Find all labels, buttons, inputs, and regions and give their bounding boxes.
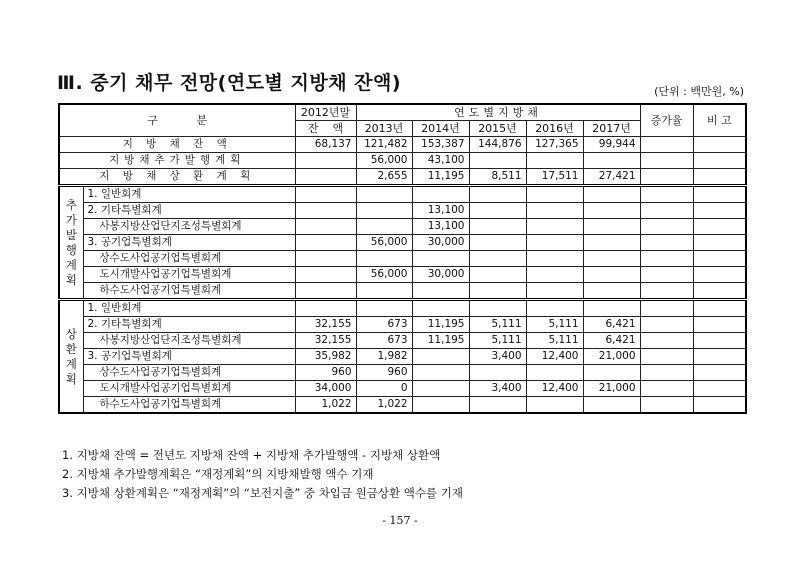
value-cell	[295, 169, 356, 186]
value-cell	[412, 186, 469, 203]
row-label: 도시개발사업공기업특별회계	[83, 267, 295, 283]
row-label: 1. 일반회계	[83, 300, 295, 317]
growth-cell	[640, 169, 693, 186]
value-cell: 127,365	[526, 137, 583, 153]
value-cell: 30,000	[412, 267, 469, 283]
repayment-plan-category	[59, 300, 83, 414]
table-row	[59, 267, 746, 283]
value-cell: 1,982	[356, 349, 412, 365]
value-cell	[469, 186, 526, 203]
value-cell	[356, 203, 412, 219]
growth-cell	[640, 300, 693, 317]
value-cell: 68,137	[295, 137, 356, 153]
value-cell: 5,111	[469, 317, 526, 333]
value-cell	[583, 153, 640, 169]
value-cell	[412, 349, 469, 365]
note-cell	[693, 317, 746, 333]
table-row	[59, 317, 746, 333]
value-cell: 5,111	[526, 317, 583, 333]
value-cell	[412, 283, 469, 300]
value-cell: 3,400	[469, 381, 526, 397]
footnote: 1. 지방채 잔액 = 전년도 지방채 잔액 + 지방채 추가발행액 - 지방채 상환액	[62, 448, 441, 462]
growth-cell	[640, 349, 693, 365]
note-cell	[693, 349, 746, 365]
row-label: 상수도사업공기업특별회계	[83, 251, 295, 267]
value-cell: 0	[356, 381, 412, 397]
growth-cell	[640, 219, 693, 235]
growth-cell	[640, 283, 693, 300]
row-label: 사봉지방산업단지조성특별회계	[83, 333, 295, 349]
value-cell	[583, 219, 640, 235]
note-cell	[693, 219, 746, 235]
value-cell	[469, 219, 526, 235]
value-cell	[469, 300, 526, 317]
value-cell: 153,387	[412, 137, 469, 153]
note-cell	[693, 169, 746, 186]
value-cell: 6,421	[583, 317, 640, 333]
footnote: 3. 지방채 상환계획은 “재정계획”의 “보전지출” 중 차입금 원금상환 액수를 기재	[62, 486, 463, 500]
header-base-bottom: 잔 액	[295, 121, 356, 137]
note-cell	[693, 203, 746, 219]
value-cell: 56,000	[356, 153, 412, 169]
value-cell	[469, 203, 526, 219]
value-cell	[295, 153, 356, 169]
growth-cell	[640, 203, 693, 219]
growth-cell	[640, 397, 693, 414]
table-row	[59, 397, 746, 414]
value-cell	[356, 283, 412, 300]
value-cell	[469, 397, 526, 414]
header-row-1	[59, 104, 746, 121]
row-label: 상수도사업공기업특별회계	[83, 365, 295, 381]
value-cell	[583, 203, 640, 219]
value-cell: 13,100	[412, 203, 469, 219]
summary-row-label: 지 방 채 상 환 계 획	[59, 169, 295, 186]
table-row	[59, 333, 746, 349]
table-row	[59, 219, 746, 235]
value-cell	[412, 300, 469, 317]
summary-row-label: 지방채추가발행계획	[59, 153, 295, 169]
value-cell: 2,655	[356, 169, 412, 186]
footnotes	[62, 446, 463, 503]
growth-cell	[640, 267, 693, 283]
header-year: 2014년	[412, 121, 469, 137]
note-cell	[693, 251, 746, 267]
value-cell	[295, 186, 356, 203]
note-cell	[693, 137, 746, 153]
header-growth: 증가율	[640, 104, 693, 137]
value-cell: 27,421	[583, 169, 640, 186]
value-cell	[295, 267, 356, 283]
table-row	[59, 283, 746, 300]
value-cell	[295, 251, 356, 267]
value-cell	[583, 186, 640, 203]
value-cell: 32,155	[295, 333, 356, 349]
value-cell	[412, 365, 469, 381]
debt-table	[58, 103, 747, 414]
value-cell: 21,000	[583, 381, 640, 397]
header-year: 2016년	[526, 121, 583, 137]
value-cell	[469, 283, 526, 300]
value-cell: 99,944	[583, 137, 640, 153]
header-year: 2013년	[356, 121, 412, 137]
note-cell	[693, 153, 746, 169]
issuance-plan-category	[59, 186, 83, 300]
note-cell	[693, 365, 746, 381]
value-cell: 673	[356, 333, 412, 349]
value-cell	[412, 251, 469, 267]
value-cell	[526, 300, 583, 317]
value-cell: 43,100	[412, 153, 469, 169]
value-cell: 11,195	[412, 169, 469, 186]
value-cell	[526, 235, 583, 251]
value-cell: 8,511	[469, 169, 526, 186]
value-cell	[526, 251, 583, 267]
row-label: 3. 공기업특별회계	[83, 235, 295, 251]
header-year: 2017년	[583, 121, 640, 137]
value-cell	[295, 300, 356, 317]
table-row	[59, 381, 746, 397]
row-label: 3. 공기업특별회계	[83, 349, 295, 365]
value-cell: 5,111	[526, 333, 583, 349]
value-cell: 21,000	[583, 349, 640, 365]
footnote: 2. 지방채 추가발행계획은 “재정계획”의 지방채발행 액수 기재	[62, 467, 374, 481]
table-row	[59, 349, 746, 365]
value-cell: 56,000	[356, 267, 412, 283]
row-label: 2. 기타특별회계	[83, 203, 295, 219]
value-cell	[295, 283, 356, 300]
header-yearly-group: 연도별지방채	[356, 104, 640, 121]
note-cell	[693, 283, 746, 300]
page-title: Ⅲ. 중기 채무 전망(연도별 지방채 잔액)	[57, 72, 402, 94]
value-cell: 121,482	[356, 137, 412, 153]
value-cell: 960	[356, 365, 412, 381]
row-label: 1. 일반회계	[83, 186, 295, 203]
value-cell	[526, 397, 583, 414]
value-cell: 13,100	[412, 219, 469, 235]
growth-cell	[640, 235, 693, 251]
value-cell: 12,400	[526, 381, 583, 397]
note-cell	[693, 397, 746, 414]
summary-row	[59, 153, 746, 169]
value-cell	[583, 365, 640, 381]
note-cell	[693, 333, 746, 349]
value-cell: 12,400	[526, 349, 583, 365]
category-label: 추가발행계획	[65, 197, 77, 287]
table-row	[59, 251, 746, 267]
row-label: 2. 기타특별회계	[83, 317, 295, 333]
value-cell	[469, 235, 526, 251]
table-row	[59, 235, 746, 251]
value-cell	[295, 235, 356, 251]
value-cell: 144,876	[469, 137, 526, 153]
value-cell	[469, 365, 526, 381]
growth-cell	[640, 365, 693, 381]
unit-label: (단위 : 백만원, %)	[654, 85, 744, 98]
value-cell: 17,511	[526, 169, 583, 186]
table-row	[59, 203, 746, 219]
value-cell	[526, 219, 583, 235]
note-cell	[693, 267, 746, 283]
value-cell	[412, 397, 469, 414]
value-cell	[356, 251, 412, 267]
value-cell	[583, 300, 640, 317]
value-cell: 11,195	[412, 317, 469, 333]
value-cell: 960	[295, 365, 356, 381]
value-cell: 56,000	[356, 235, 412, 251]
value-cell	[583, 283, 640, 300]
value-cell: 11,195	[412, 333, 469, 349]
value-cell	[583, 251, 640, 267]
summary-row-label: 지 방 채 잔 액	[59, 137, 295, 153]
value-cell	[356, 219, 412, 235]
table-row	[59, 365, 746, 381]
note-cell	[693, 381, 746, 397]
value-cell: 35,982	[295, 349, 356, 365]
value-cell	[356, 300, 412, 317]
growth-cell	[640, 153, 693, 169]
value-cell: 34,000	[295, 381, 356, 397]
value-cell	[295, 219, 356, 235]
value-cell: 1,022	[295, 397, 356, 414]
growth-cell	[640, 186, 693, 203]
note-cell	[693, 186, 746, 203]
header-category: 구 분	[59, 104, 295, 137]
value-cell	[583, 397, 640, 414]
growth-cell	[640, 317, 693, 333]
value-cell	[526, 186, 583, 203]
value-cell	[469, 153, 526, 169]
value-cell	[583, 235, 640, 251]
table-row	[59, 300, 746, 317]
row-label: 하수도사업공기업특별회계	[83, 283, 295, 300]
header-note: 비 고	[693, 104, 746, 137]
growth-cell	[640, 333, 693, 349]
summary-row	[59, 137, 746, 153]
value-cell	[469, 267, 526, 283]
value-cell: 5,111	[469, 333, 526, 349]
growth-cell	[640, 251, 693, 267]
value-cell: 673	[356, 317, 412, 333]
value-cell	[526, 365, 583, 381]
value-cell	[526, 153, 583, 169]
note-cell	[693, 235, 746, 251]
page-number: - 157 -	[382, 514, 418, 527]
header-year: 2015년	[469, 121, 526, 137]
value-cell: 3,400	[469, 349, 526, 365]
growth-cell	[640, 137, 693, 153]
value-cell: 32,155	[295, 317, 356, 333]
value-cell	[526, 267, 583, 283]
row-label: 하수도사업공기업특별회계	[83, 397, 295, 414]
value-cell	[583, 267, 640, 283]
table-row	[59, 186, 746, 203]
row-label: 사봉지방산업단지조성특별회계	[83, 219, 295, 235]
note-cell	[693, 300, 746, 317]
value-cell: 6,421	[583, 333, 640, 349]
growth-cell	[640, 381, 693, 397]
value-cell	[356, 186, 412, 203]
summary-row	[59, 169, 746, 186]
value-cell	[295, 203, 356, 219]
value-cell: 30,000	[412, 235, 469, 251]
category-label: 상환계획	[65, 326, 77, 386]
row-label: 도시개발사업공기업특별회계	[83, 381, 295, 397]
value-cell	[526, 203, 583, 219]
value-cell	[526, 283, 583, 300]
value-cell: 1,022	[356, 397, 412, 414]
header-base-top: 2012년말	[295, 104, 356, 121]
value-cell	[469, 251, 526, 267]
value-cell	[412, 381, 469, 397]
